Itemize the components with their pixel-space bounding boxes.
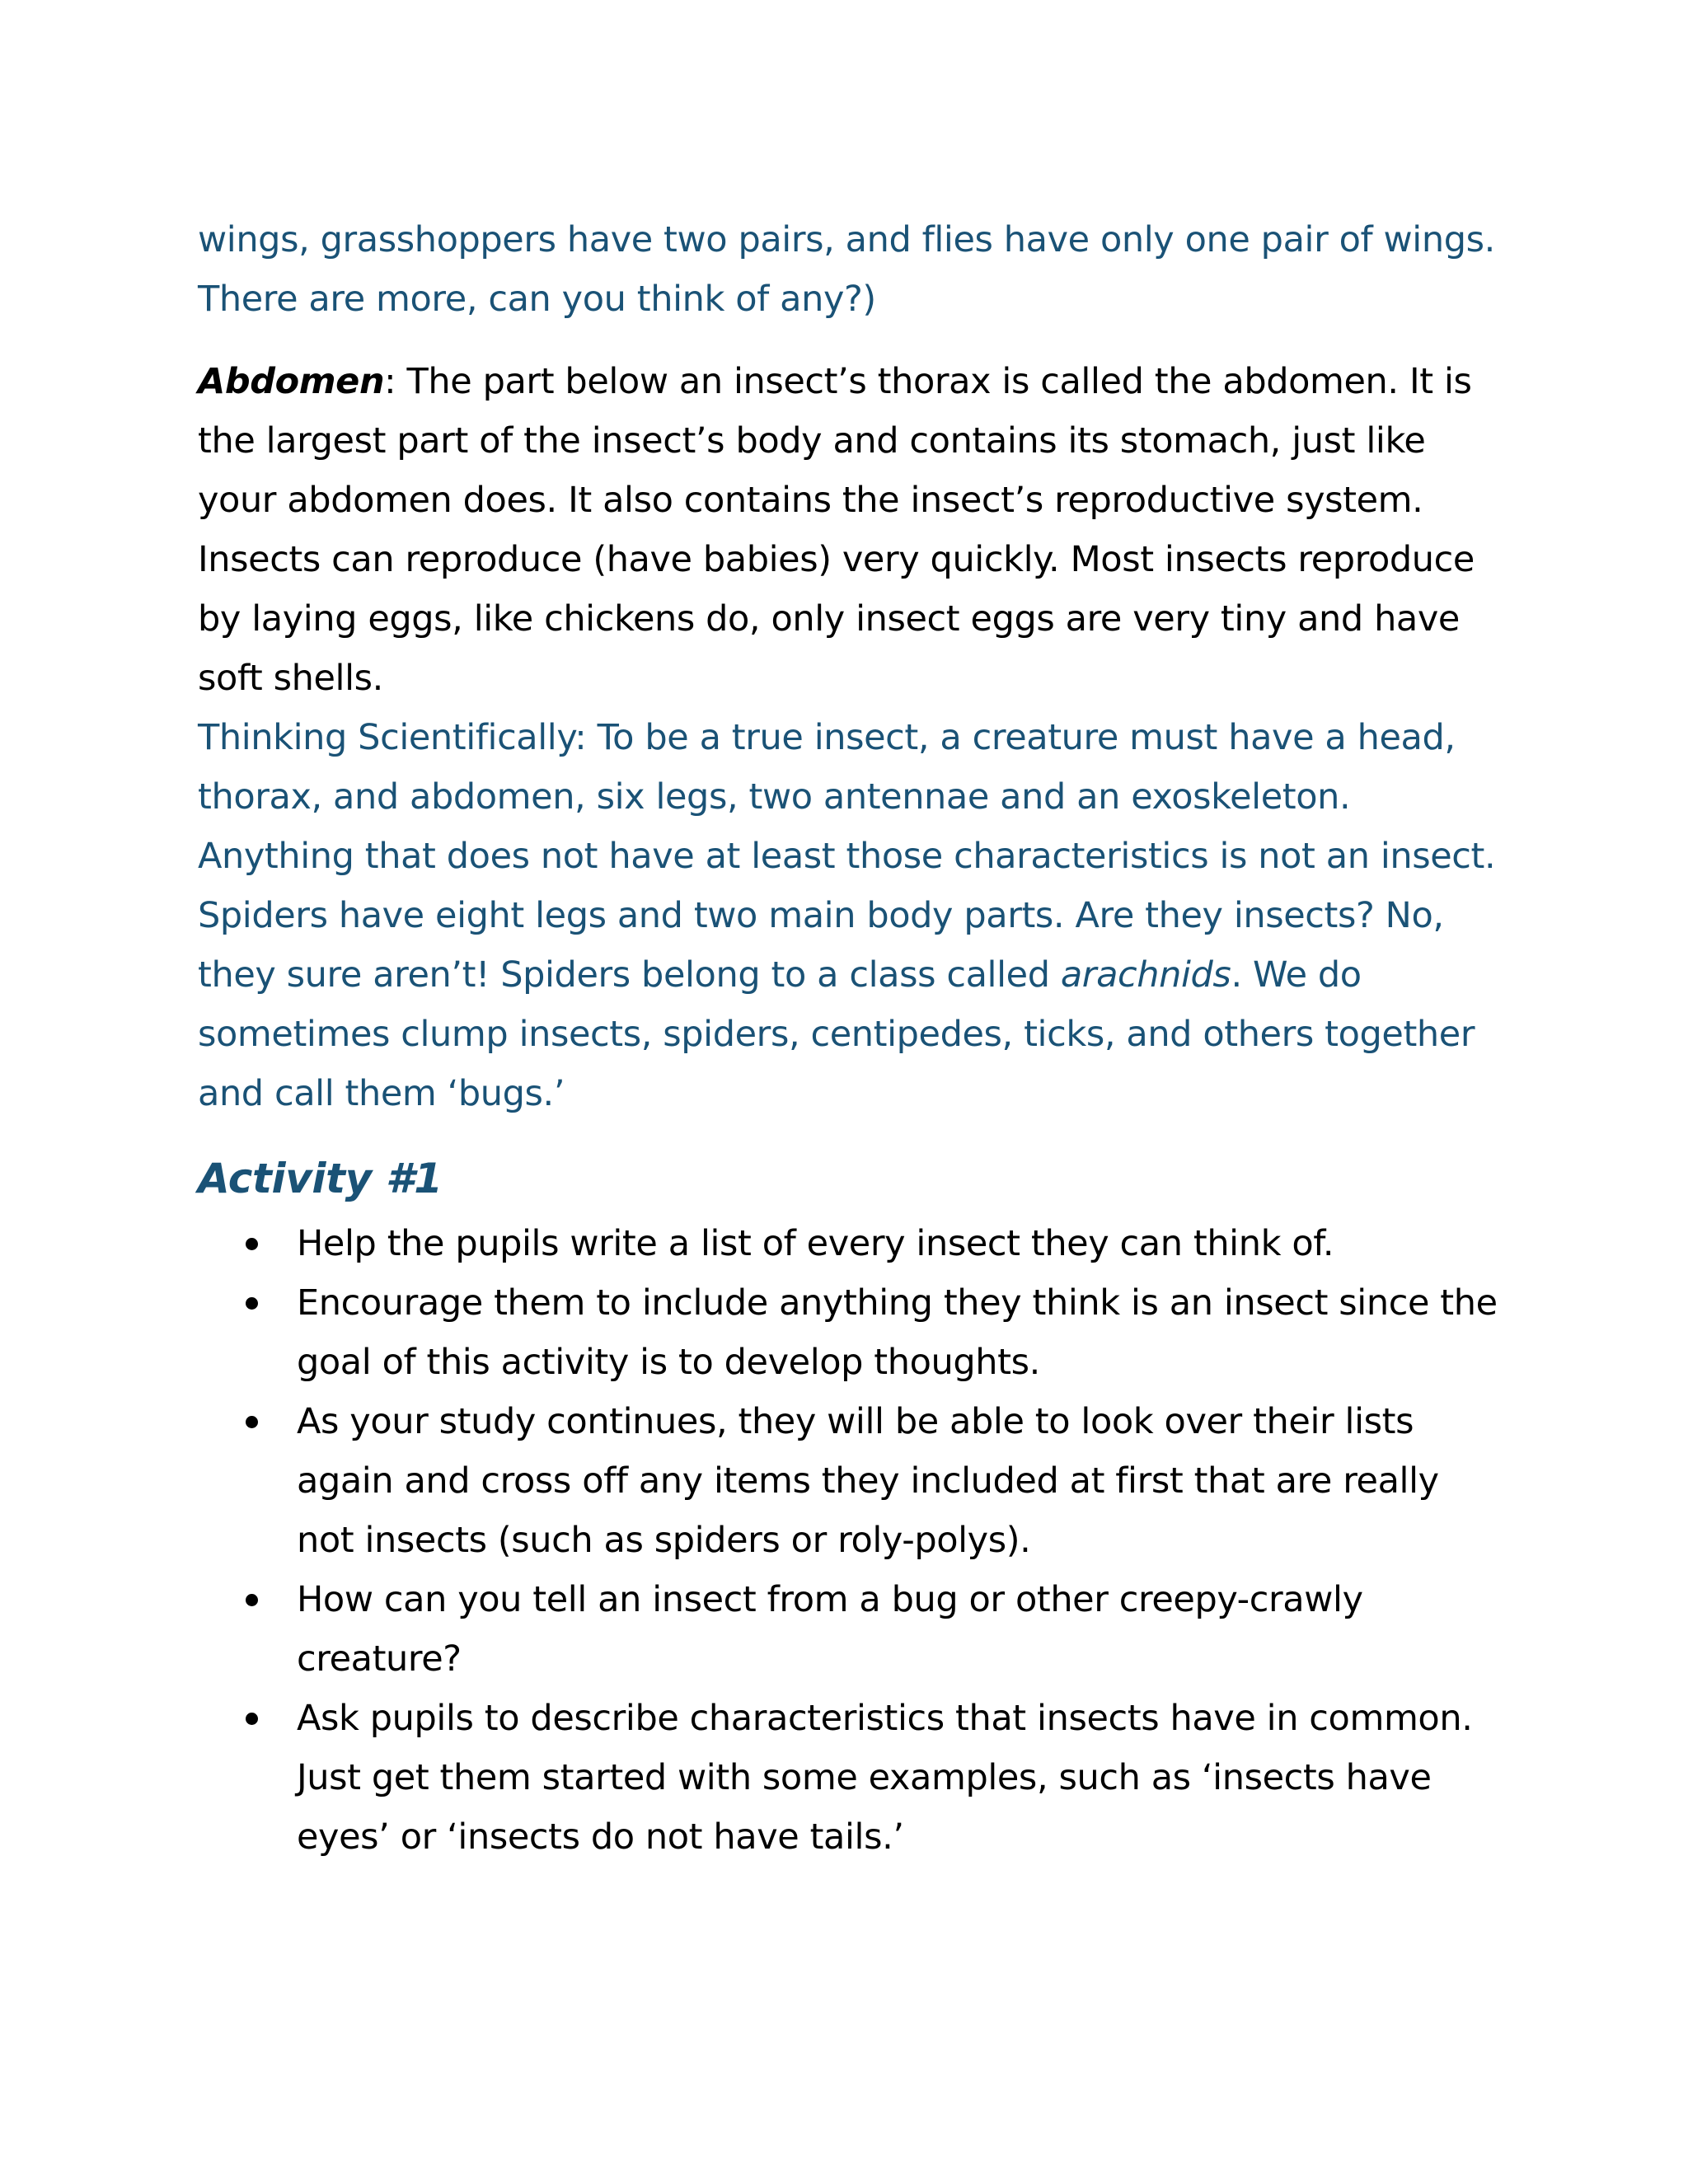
list-item-text: As your study continues, they will be able to look over their lists again and cross off any items they included at first that are really not insects (such as spiders or roly-polys). <box>297 1401 1439 1561</box>
abdomen-term: Abdomen <box>198 361 385 402</box>
abdomen-paragraph <box>198 352 1500 708</box>
bullet-icon <box>246 1713 258 1725</box>
thinking-text-before: Thinking Scientifically: To be a true insect, a creature must have a head, thorax, and abdomen, six legs, two antennae and an exoskeleton. Anything that does not have at least those characteristics is not an insect. Spiders have eight legs and two main body parts. Are they insects? No, they sure aren’t! Spiders belong to a class called <box>198 717 1496 996</box>
list-item-text: Ask pupils to describe characteristics that insects have in common. Just get them started with some examples, such as ‘insects have eyes’ or ‘insects do not have tails.’ <box>297 1698 1473 1858</box>
bullet-icon <box>246 1238 258 1250</box>
wings-continuation-paragraph: wings, grasshoppers have two pairs, and flies have only one pair of wings. There are more, can you think of any?) <box>198 219 1495 320</box>
arachnids-term: arachnids <box>1060 954 1231 996</box>
list-item <box>198 1214 1500 1273</box>
list-item-text: How can you tell an insect from a bug or other creepy-crawly creature? <box>297 1579 1363 1680</box>
activity-bullet-list <box>198 1214 1500 1867</box>
list-item <box>198 1273 1500 1392</box>
activity-heading: Activity #1 <box>198 1155 443 1202</box>
abdomen-text: The part below an insect’s thorax is called the abdomen. It is the largest part of the insect’s body and contains its stomach, just like your abdomen does. It also contains the insect’s reproductive system. Insects can reproduce (have babies) very quickly. Most insects reproduce by laying eggs, like chickens do, only insect eggs are very tiny and have soft shells. <box>198 361 1475 699</box>
abdomen-colon: : <box>384 361 396 402</box>
document-page <box>198 210 1500 1858</box>
thinking-text-after: . We do sometimes clump insects, spiders, centipedes, ticks, and others together and call them ‘bugs.’ <box>198 954 1475 1114</box>
list-item <box>198 1689 1500 1867</box>
list-item <box>198 1570 1500 1689</box>
bullet-icon <box>246 1594 258 1606</box>
bullet-icon <box>246 1297 258 1310</box>
list-item-text: Help the pupils write a list of every insect they can think of. <box>297 1223 1334 1264</box>
list-item-text: Encourage them to include anything they think is an insect since the goal of this activity is to develop thoughts. <box>297 1282 1498 1383</box>
thinking-scientifically-paragraph <box>198 708 1500 1123</box>
bullet-icon <box>246 1416 258 1428</box>
list-item <box>198 1392 1500 1570</box>
